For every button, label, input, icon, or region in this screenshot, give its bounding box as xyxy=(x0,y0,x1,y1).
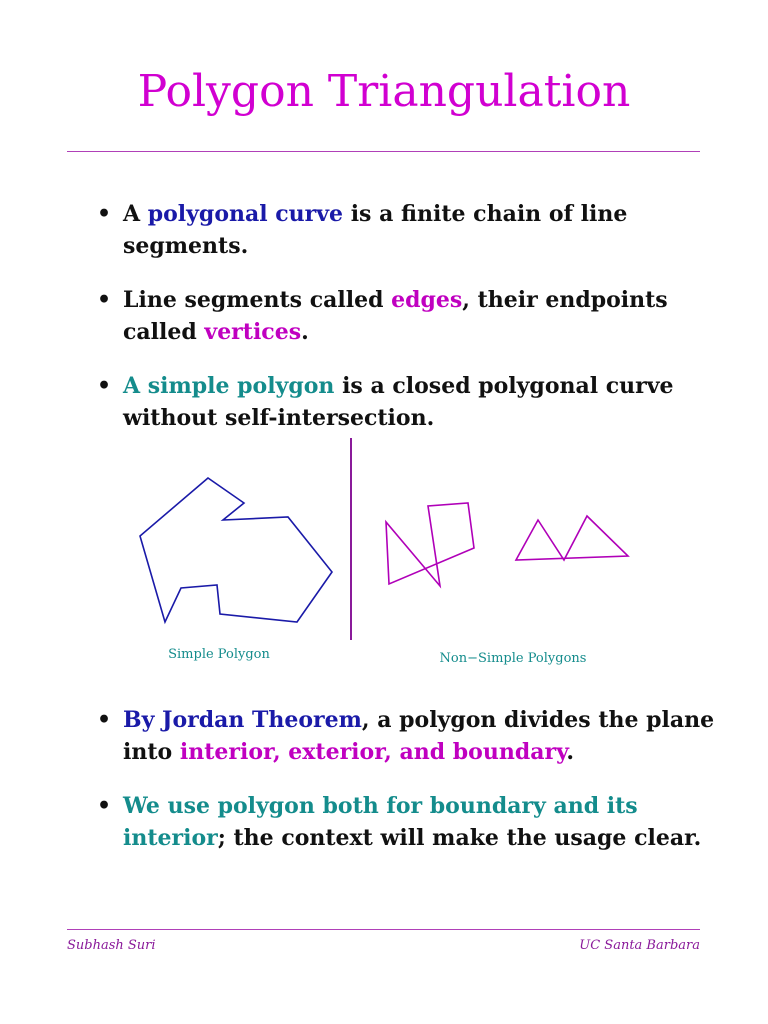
bowtie-triangles-shape xyxy=(516,516,628,560)
bullet-text: is a finite chain of line segments. xyxy=(123,201,628,259)
bullet-text: . xyxy=(566,739,575,765)
bullet-text: , their endpoints called xyxy=(123,287,668,345)
term-jordan-theorem: By Jordan Theorem xyxy=(123,707,362,733)
polygon-figure xyxy=(0,430,768,670)
bullet-dot-icon: • xyxy=(97,373,112,399)
slide-title: Polygon Triangulation xyxy=(137,66,631,117)
bullet-list-lower xyxy=(97,704,717,854)
bullet-dot-icon: • xyxy=(97,201,112,227)
bullet-text: A xyxy=(123,201,148,227)
bullet-text: is a closed polygonal curve without self-intersection. xyxy=(123,373,674,431)
simple-polygon-caption: Simple Polygon xyxy=(168,647,270,662)
bullet-dot-icon: • xyxy=(97,707,112,733)
bullet-text: Line segments called xyxy=(123,287,392,313)
term-edges: edges xyxy=(391,287,463,313)
title-rule xyxy=(67,151,700,152)
bullet-text: ; the context will make the usage clear. xyxy=(217,825,702,851)
bullet-dot-icon: • xyxy=(97,793,112,819)
footer-institution: UC Santa Barbara xyxy=(579,938,700,953)
bullet-dot-icon: • xyxy=(97,287,112,313)
bullet-item xyxy=(97,790,717,854)
footer-rule xyxy=(67,929,700,930)
term-simple-polygon: A simple polygon xyxy=(123,373,335,399)
bullet-text: . xyxy=(301,319,309,345)
nonsimple-polygons-caption: Non−Simple Polygons xyxy=(439,651,587,666)
simple-polygon-shape xyxy=(140,478,332,622)
bullet-text: , a polygon divides the plane into xyxy=(123,707,715,765)
term-polygon-usage: We use polygon both for boundary and its interior xyxy=(123,793,638,851)
term-interior-exterior-boundary: interior, exterior, and boundary xyxy=(179,739,567,765)
footer-author: Subhash Suri xyxy=(67,938,156,953)
term-vertices: vertices xyxy=(204,319,302,345)
bullet-item xyxy=(97,704,717,768)
bullet-list xyxy=(97,198,717,434)
nonsimple-polygon-shape xyxy=(386,503,474,586)
bullet-item xyxy=(97,284,717,348)
term-polygonal-curve: polygonal curve xyxy=(147,201,344,227)
bullet-item xyxy=(97,198,717,262)
bullet-item xyxy=(97,370,717,434)
